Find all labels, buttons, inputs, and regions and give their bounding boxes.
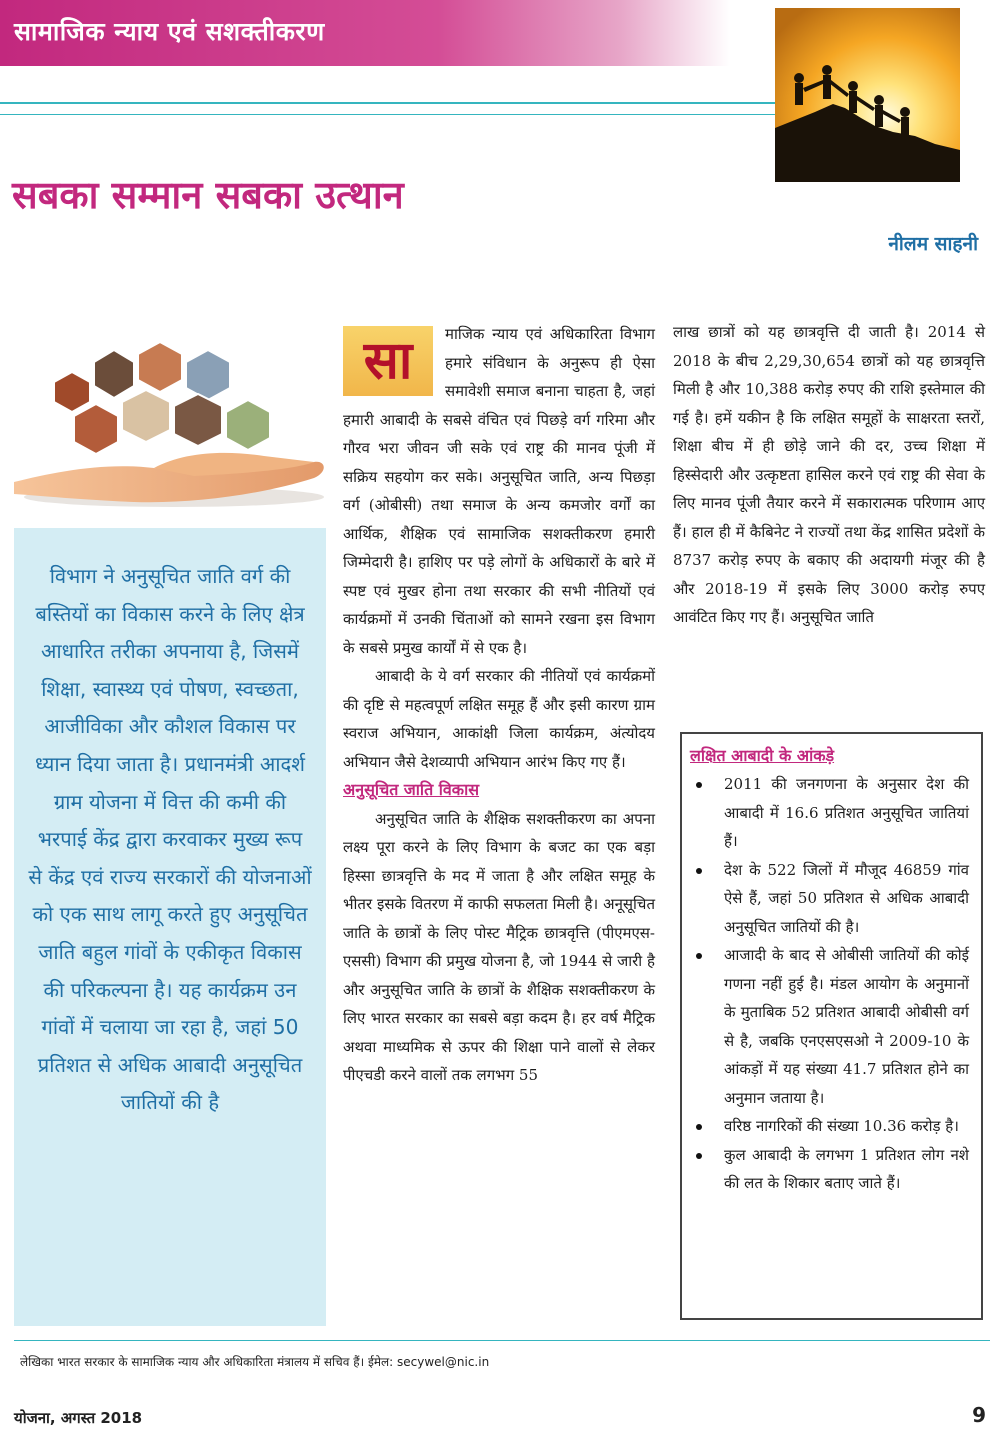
list-item: देश के 522 जिलों में मौजूद 46859 गांव ऐसे हैं, जहां 50 प्रतिशत से अधिक आबादी अनुसूचित जातियों की है। <box>690 856 969 942</box>
list-item: वरिष्ठ नागरिकों की संख्या 10.36 करोड़ है। <box>690 1112 969 1141</box>
article-title: सबका सम्मान सबका उत्थान <box>12 172 404 217</box>
list-item: कुल आबादी के लगभग 1 प्रतिशत लोग नशे की लत के शिकार बताए जाते हैं। <box>690 1141 969 1198</box>
author-footnote: लेखिका भारत सरकार के सामाजिक न्याय और अधिकारिता मंत्रालय में सचिव हैं। ईमेल: secywel@nic.in <box>20 1355 490 1369</box>
article-column-middle <box>343 320 655 1090</box>
subheading: अनुसूचित जाति विकास <box>343 780 480 799</box>
footnote-divider <box>14 1340 990 1341</box>
hand-holding-photo-hexagons <box>14 332 328 510</box>
drop-cap: सा <box>343 326 433 396</box>
list-item: 2011 की जनगणना के अनुसार देश की आबादी में 16.6 प्रतिशत अनुसूचित जातियां हैं। <box>690 770 969 856</box>
header-divider-top <box>0 102 775 104</box>
header-divider-bottom <box>0 114 775 115</box>
section-title: सामाजिक न्याय एवं सशक्तीकरण <box>14 17 325 46</box>
people-climbing-at-sunset-photo <box>775 8 960 182</box>
page-number: 9 <box>972 1403 986 1427</box>
author-name: नीलम साहनी <box>888 233 978 255</box>
article-column-right <box>673 318 985 632</box>
body-paragraph-1: माजिक न्याय एवं अधिकारिता विभाग हमारे संविधान के अनुरूप ही ऐसा समावेशी समाज बनाना चाहता है, जहां हमारी आबादी के सबसे वंचित एवं पिछड़े वर्ग गरिमा और गौरव भरा जीवन जी सके एवं राष्ट्र की मानव पूंजी में सक्रिय सहयोग कर सके। अनुसूचित जाति, अन्य पिछड़ा वर्ग (ओबीसी) तथा समाज के अन्य कमजोर वर्गों का आर्थिक, शैक्षिक एवं सामाजिक सशक्तीकरण हमारी जिम्मेदारी है। हाशिए पर पड़े लोगों के अधिकारों के बारे में स्पष्ट एवं मुखर होना तथा सरकार की सभी नीतियों एवं कार्यक्रमों में उनकी चिंताओं को सामने रखना इस विभाग के सबसे प्रमुख कार्यों में से एक है। <box>343 325 655 657</box>
list-item: आजादी के बाद से ओबीसी जातियों की कोई गणना नहीं हुई है। मंडल आयोग के अनुमानों के मुताबिक 52 प्रतिशत आबादी ओबीसी वर्ग से है, जबकि एनएसएसओ ने 2009-10 के आंकड़ों में यह संख्या 41.7 प्रतिशत होने का अनुमान जताया है। <box>690 941 969 1112</box>
stats-list <box>690 770 969 1198</box>
body-paragraph-4: लाख छात्रों को यह छात्रवृत्ति दी जाती है। 2014 से 2018 के बीच 2,29,30,654 छात्रों को यह छात्रवृत्ति मिली है और 10,388 करोड़ रुपए की राशि इस्तेमाल की गई है। हमें यकीन है कि लक्षित समूहों के साक्षरता स्तरों, शिक्षा बीच में ही छोड़े जाने की दर, उच्च शिक्षा में हिस्सेदारी और उत्कृष्टता हासिल करने एवं राष्ट्र की सेवा के लिए मानव पूंजी तैयार करने में सकारात्मक परिणाम आए हैं। हाल ही में कैबिनेट ने राज्यों तथा केंद्र शासित प्रदेशों के 8737 करोड़ रुपए के बकाए की अदायगी मंजूर की है और 2018-19 में इसके लिए 3000 करोड़ रुपए आवंटित किए गए हैं। अनुसूचित जाति <box>673 323 985 626</box>
stats-box-title: लक्षित आबादी के आंकड़े <box>690 746 835 765</box>
body-paragraph-3: अनुसूचित जाति के शैक्षिक सशक्तीकरण का अपना लक्ष्य पूरा करने के लिए विभाग के बजट का एक बड़ा हिस्सा छात्रवृत्ति के मद में जाता है और लक्षित समूह के भीतर इसके वितरण में काफी सफलता मिली है। अनूसूचित जाति के छात्रों के लिए पोस्ट मैट्रिक छात्रवृत्ति (पीएमएस-एससी) विभाग की प्रमुख योजना है, जो 1944 से जारी है और अनुसूचित जाति के छात्रों के शैक्षिक सशक्तीकरण के लिए भारत सरकार का सबसे बड़ा कदम है। हर वर्ष मैट्रिक अथवा माध्यमिक से ऊपर की शिक्षा पाने वालों से लेकर पीएचडी करने वालों तक लगभग 55 <box>343 809 655 1084</box>
publication-footer: योजना, अगस्त 2018 <box>14 1409 143 1427</box>
pull-quote-text: विभाग ने अनुसूचित जाति वर्ग की बस्तियों का विकास करने के लिए क्षेत्र आधारित तरीका अपनाया है, जिसमें शिक्षा, स्वास्थ्य एवं पोषण, स्वच्छता, आजीविका और कौशल विकास पर ध्यान दिया जाता है। प्रधानमंत्री आदर्श ग्राम योजना में वित्त की कमी की भरपाई केंद्र द्वारा करवाकर मुख्य रूप से केंद्र एवं राज्य सरकारों की योजनाओं को एक साथ लागू करते हुए अनुसूचित जाति बहुल गांवों के एकीकृत विकास की परिकल्पना है। यह कार्यक्रम उन गांवों में चलाया जा रहा है, जहां 50 प्रतिशत से अधिक आबादी अनुसूचित जातियों की है <box>28 564 312 1115</box>
section-banner <box>0 0 730 66</box>
stats-box <box>680 732 983 1320</box>
pull-quote-box <box>14 528 326 1326</box>
body-paragraph-2: आबादी के ये वर्ग सरकार की नीतियों एवं कार्यक्रमों की दृष्टि से महत्वपूर्ण लक्षित समूह हैं और इसी कारण ग्राम स्वराज अभियान, आकांक्षी जिला कार्यक्रम, अंत्योदय अभियान जैसे देशव्यापी अभियान आरंभ किए गए हैं। <box>343 667 655 771</box>
